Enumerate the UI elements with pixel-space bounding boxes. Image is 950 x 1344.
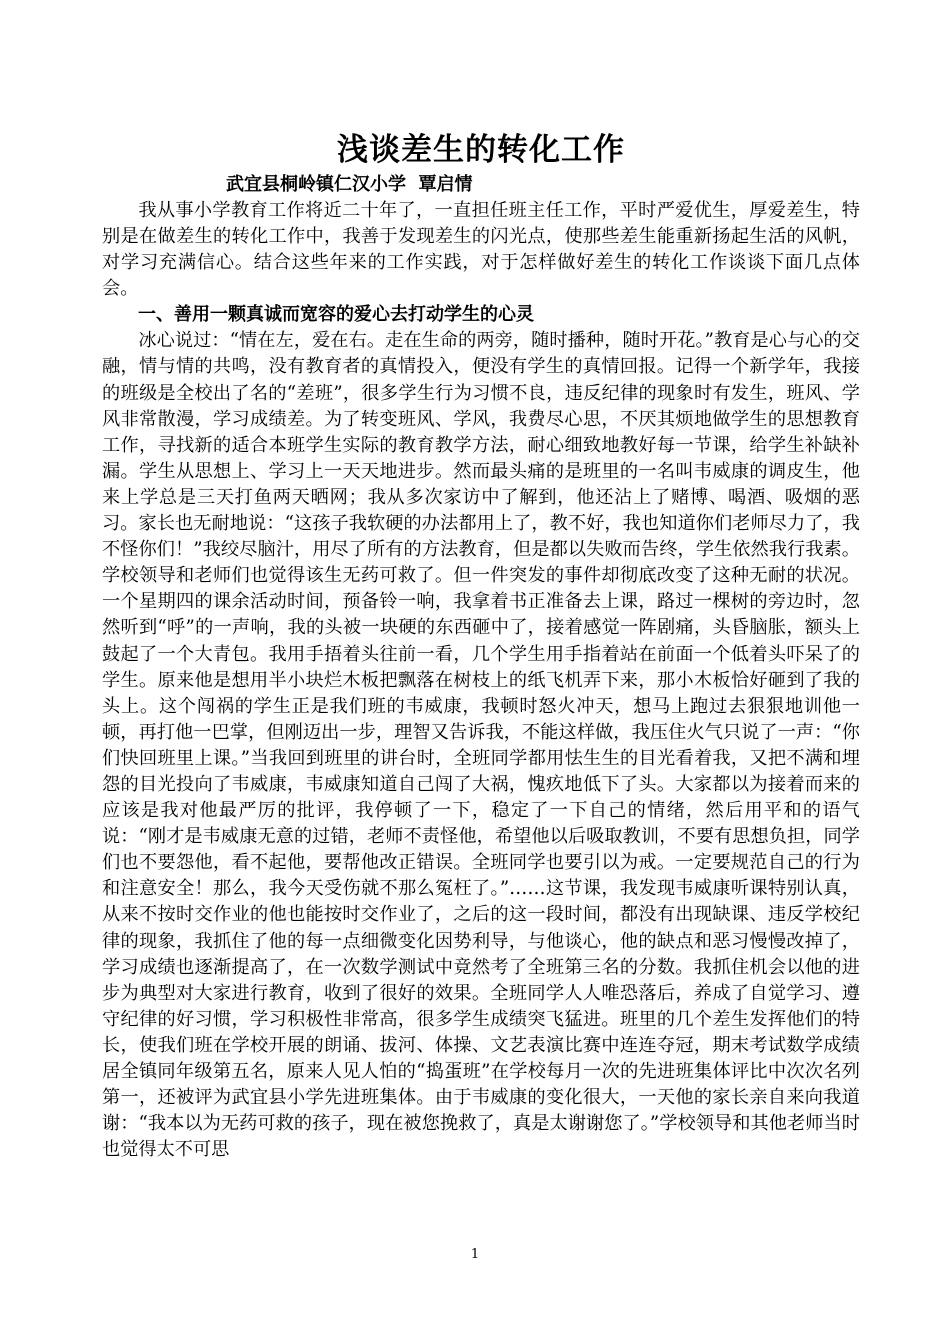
body-paragraph: 冰心说过：“情在左，爱在右。走在生命的两旁，随时播种，随时开花。”教育是心与心的交融，情与情的共鸣，没有教育者的真情投入，便没有学生的真情回报。记得一个新学年，我接的班级是全校出了名的“差班”，很多学生行为习惯不良，违反纪律的现象时有发生，班风、学风非常散漫，学习成绩差。为了转变班风、学风，我费尽心思，不厌其烦地做学生的思想教育工作，寻找新的适合本班学生实际的教育教学方法，耐心细致地教好每一节课，给学生补缺补漏。学生从思想上、学习上一天天地进步。然而最头痛的是班里的一名叫韦威康的调皮生，他来上学总是三天打鱼两天晒网；我从多次家访中了解到，他还沾上了赌博、喝酒、吸烟的恶习。家长也无耐地说：“这孩子我软硬的办法都用上了，教不好，我也知道你们老师尽力了，我不怪你们！”我绞尽脑汁，用尽了所有的方法教育，但是都以失败而告终，学生依然我行我素。学校领导和老师们也觉得该生无药可救了。但一件突发的事件却彻底改变了这种无耐的状况。一个星期四的课余活动时间，预备铃一响，我拿着书正准备去上课，路过一棵树的旁边时，忽然听到“呼”的一声响，我的头被一块硬的东西砸中了，接着感觉一阵剧痛，头昏脑胀，额头上鼓起了一个大青包。我用手捂着头往前一看，几个学生用手指着站在前面一个低着头吓呆了的学生。原来他是想用半小块烂木板把飘落在树枝上的纸飞机弄下来，那小木板恰好砸到了我的头上。这个闯祸的学生正是我们班的韦威康，我顿时怒火冲天，想马上跑过去狠狠地训他一顿，再打他一巴掌，但刚迈出一步，理智又告诉我，不能这样做，我压住火气只说了一声：“你们快回班里上课。”当我回到班里的讲台时，全班同学都用怯生生的目光看着我，又把不满和埋怨的目光投向了韦威康，韦威康知道自己闯了大祸，愧疚地低下了头。大家都以为接着而来的应该是我对他最严厉的批评，我停顿了一下，稳定了一下自己的情绪，然后用平和的语气说：“刚才是韦威康无意的过错，老师不责怪他，希望他以后吸取教训，不要有思想负担，同学们也不要怨他，看不起他，要帮他改正错误。全班同学也要引以为戒。一定要规范自己的行为和注意安全！那么，我今天受伤就不那么冤枉了。”……这节课，我发现韦威康听课特别认真，从来不按时交作业的他也能按时交作业了，之后的这一段时间，都没有出现缺课、违反学校纪律的现象，我抓住了他的每一点细微变化因势利导，与他谈心，他的缺点和恶习慢慢改掉了，学习成绩也逐渐提高了，在一次数学测试中竟然考了全班第三名的分数。我抓住机会以他的进步为典型对大家进行教育，收到了很好的效果。全班同学人人唯恐落后，养成了自觉学习、遵守纪律的好习惯，学习积极性非常高，很多学生成绩突飞猛进。班里的几个差生发挥他们的特长，使我们班在学校开展的朗诵、拔河、体操、文艺表演比赛中连连夺冠，期末考试数学成绩居全镇同年级第五名，原来人见人怕的“捣蛋班”在学校每月一次的先进班集体评比中次次名列第一，还被评为武宜县小学先进班集体。由于韦威康的变化很大，一天他的家长亲自来向我道谢：“我本以为无药可救的孩子，现在被您挽救了，真是太谢谢您了。”学校领导和其他老师当时也觉得太不可思 <box>102 330 860 1161</box>
section-heading: 一、善用一颗真诚而宽容的爱心去打动学生的心灵 <box>138 304 534 326</box>
document-page <box>102 128 860 1163</box>
page-number: 1 <box>470 1247 480 1262</box>
document-title: 浅谈差生的转化工作 <box>337 132 625 168</box>
intro-paragraph: 我从事小学教育工作将近二十年了，一直担任班主任工作，平时严爱优生，厚爱差生，特别是在做差生的转化工作中，我善于发现差生的闪光点，使那些差生能重新扬起生活的风帆，对学习充满信心。结合这些年来的工作实践，对于怎样做好差生的转化工作谈谈下面几点体会。 <box>102 200 860 300</box>
author-line: 武宜县桐岭镇仁汉小学 覃启情 <box>226 174 473 195</box>
